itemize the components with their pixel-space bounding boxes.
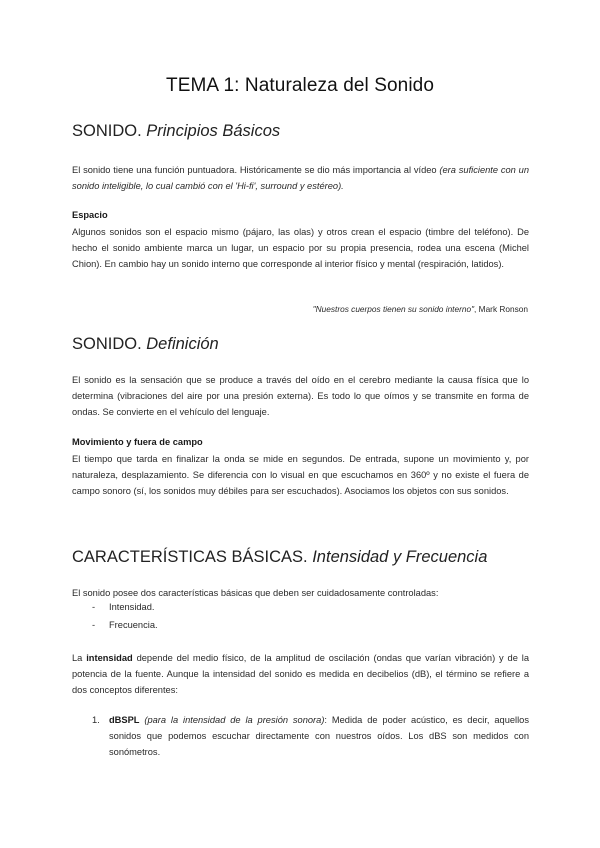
bullet-text: Intensidad.: [109, 602, 155, 612]
item-body: [109, 712, 529, 761]
definition-paragraph: El sonido es la sensación que se produce a través del oído en el cerebro mediante la causa física que lo determina (vibraciones del aire por una presión externa). Es todo lo que oímos y se transmite en forma de ondas. Se convierte en el vehículo del lenguaje.: [72, 375, 529, 418]
heading-italic: Principios Básicos: [146, 122, 281, 140]
intro-plain-text: El sonido tiene una función puntuadora. Históricamente se dio más importancia al vídeo: [72, 165, 440, 175]
heading-prefix: SONIDO.: [72, 335, 147, 353]
intro-italic-text: (era suficiente con un sonido inteligible, lo cual cambió con el 'Hi-fi', surround y estéreo).: [72, 165, 530, 192]
quote-text: "Nuestros cuerpos tienen su sonido interno": [312, 304, 475, 314]
movimiento-subtitle: Movimiento y fuera de campo: [72, 437, 203, 447]
caracteristicas-intro: El sonido posee dos características básicas que deben ser cuidadosamente controladas:: [72, 588, 439, 598]
quote: [313, 304, 528, 314]
bullet-text: Frecuencia.: [109, 620, 158, 630]
item-text: : Medida de poder acústico, es decir, aquellos sonidos que podemos escuchar directamente con nuestros oídos. Los dBS son medidos con sonómetros.: [109, 715, 529, 758]
espacio-subtitle: Espacio: [72, 210, 108, 220]
movimiento-paragraph: El tiempo que tarda en finalizar la onda se mide en segundos. De entrada, supone un movimiento y, por naturaleza, desplazamiento. Se diferencia con lo visual en que escuchamos en 360º y no existe el fuera de campo sonoro (sí, los sonidos muy débiles para ser escuchados). Asociamos los objetos con sus sonidos.: [72, 454, 529, 497]
heading-italic: Definición: [146, 335, 219, 353]
heading-prefix: CARACTERÍSTICAS BÁSICAS.: [72, 548, 313, 566]
espacio-paragraph: Algunos sonidos son el espacio mismo (pájaro, las olas) y otros crean el espacio (timbre del teléfono). De hecho el sonido ambiente marca un lugar, un espacio por su propia presencia, rodea una escena (Michel Chion). En cambio hay un sonido interno que corresponde al interior físico y mental (respiración, latidos).: [72, 227, 529, 270]
intro-paragraph: [72, 162, 529, 194]
page-title: TEMA 1: Naturaleza del Sonido: [166, 75, 434, 96]
item-italic: (para la intensidad de la presión sonora): [139, 715, 325, 725]
section-heading-principios: [72, 122, 280, 141]
heading-prefix: SONIDO.: [72, 122, 147, 140]
list-item: [92, 620, 158, 630]
intensidad-term: intensidad: [86, 653, 133, 663]
intensidad-post: depende del medio físico, de la amplitud de oscilación (ondas que varían vibración) y de la potencia de la fuente. Aunque la intensidad del sonido es medida en decibelios (dB), el término se refiere a dos conceptos diferentes:: [72, 653, 529, 696]
quote-author: , Mark Ronson: [474, 304, 528, 314]
intensidad-paragraph: [72, 650, 529, 699]
bullet-marker: -: [92, 620, 96, 630]
numbered-item-dbspl: [92, 712, 529, 761]
item-term: dBSPL: [109, 715, 140, 725]
intensidad-pre: La: [72, 653, 87, 663]
heading-italic: Intensidad y Frecuencia: [312, 548, 488, 566]
section-heading-caracteristicas: [72, 548, 487, 567]
section-heading-definicion: [72, 335, 219, 354]
bullet-marker: -: [92, 602, 96, 612]
list-item: [92, 602, 155, 612]
item-number: 1.: [92, 715, 100, 725]
